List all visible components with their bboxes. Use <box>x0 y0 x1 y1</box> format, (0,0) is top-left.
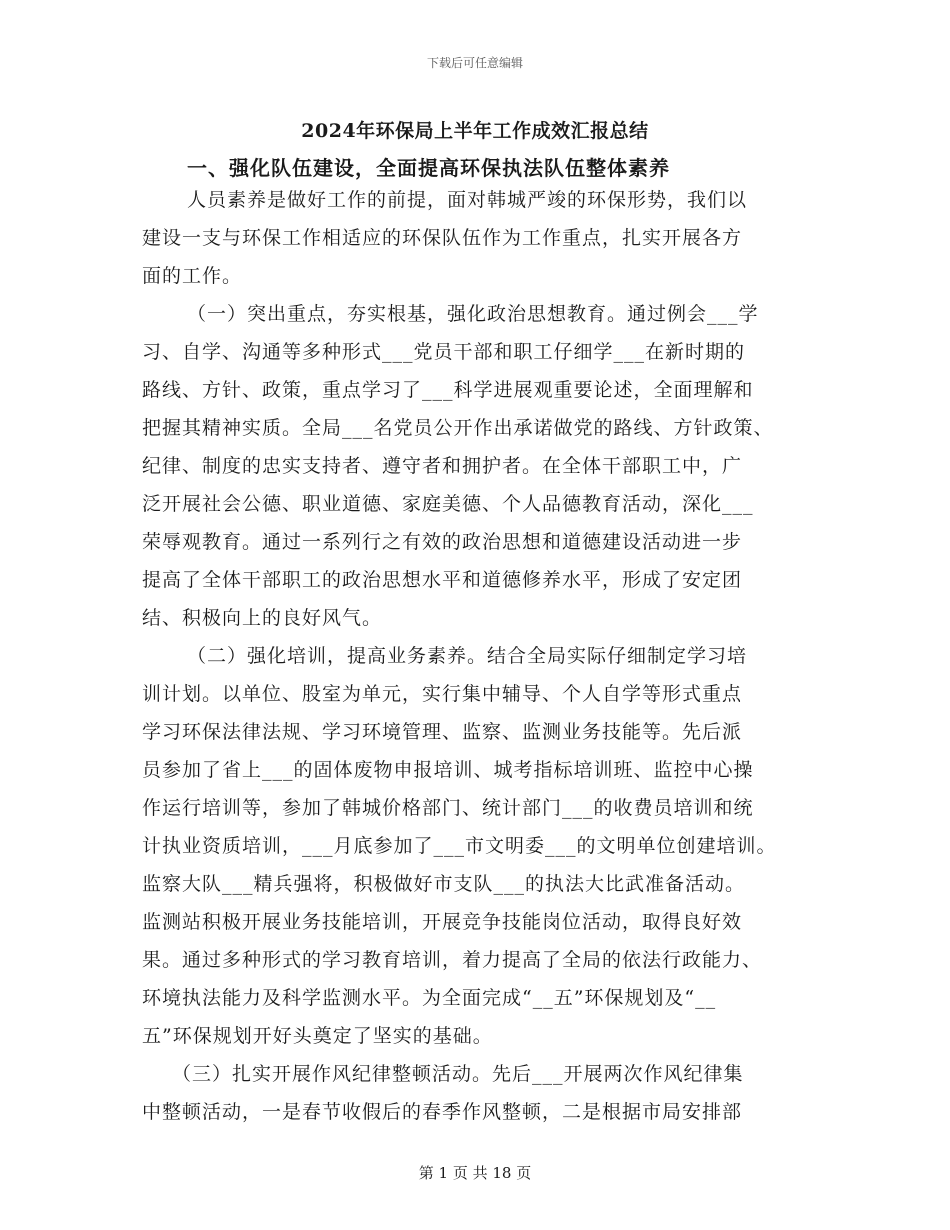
paragraph-line: 员参加了省上___的固体废物申报培训、城考指标培训班、监控中心操 <box>142 759 754 781</box>
paragraph-line: 监察大队___精兵强将，积极做好市支队___的执法大比武准备活动。 <box>142 873 746 895</box>
paragraph-line: （一）突出重点，夯实根基，强化政治思想教育。通过例会___学 <box>187 303 759 325</box>
paragraph-line: 面的工作。 <box>142 265 243 287</box>
paragraph-line: 结、积极向上的良好风气。 <box>142 607 383 629</box>
paragraph-line: 提高了全体干部职工的政治思想水平和道德修养水平，形成了安定团 <box>142 569 743 591</box>
paragraph-line: 习、自学、沟通等多种形式___党员干部和职工仔细学___在新时期的 <box>142 341 746 363</box>
paragraph-line: 学习环保法律法规、学习环境管理、监察、监测业务技能等。先后派 <box>142 721 743 743</box>
paragraph-line: 计执业资质培训，___月底参加了___市文明委___的文明单位创建培训。 <box>142 835 777 857</box>
header-note: 下载后可任意编辑 <box>426 56 523 70</box>
paragraph-line: 荣辱观教育。通过一系列行之有效的政治思想和道德建设活动进一步 <box>142 531 743 553</box>
page-number: 第 1 页 共 18 页 <box>418 1164 532 1182</box>
paragraph-line: 纪律、制度的忠实支持者、遵守者和拥护者。在全体干部职工中，广 <box>142 455 743 477</box>
paragraph-line: 泛开展社会公德、职业道德、家庭美德、个人品德教育活动，深化___ <box>142 493 754 515</box>
paragraph-line: （三）扎实开展作风纪律整顿活动。先后___开展两次作风纪律集 <box>172 1063 744 1085</box>
document-title: 2024年环保局上半年工作成效汇报总结 <box>301 120 649 142</box>
paragraph-line: 训计划。以单位、股室为单元，实行集中辅导、个人自学等形式重点 <box>142 683 743 705</box>
paragraph-line: 五”环保规划开好头奠定了坚实的基础。 <box>142 1025 493 1047</box>
section-heading: 一、强化队伍建设，全面提高环保执法队伍整体素养 <box>187 156 670 180</box>
paragraph-line: 把握其精神实质。全局___名党员公开作出承诺做党的路线、方针政策、 <box>142 417 774 439</box>
paragraph-line: 中整顿活动，一是春节收假后的春季作风整顿，二是根据市局安排部 <box>142 1101 743 1123</box>
paragraph-line: 人员素养是做好工作的前提，面对韩城严竣的环保形势，我们以 <box>187 189 748 211</box>
paragraph-line: （二）强化培训，提高业务素养。结合全局实际仔细制定学习培 <box>187 645 748 667</box>
paragraph-line: 监测站积极开展业务技能培训，开展竞争技能岗位活动，取得良好效 <box>142 911 743 933</box>
paragraph-line: 作运行培训等，参加了韩城价格部门、统计部门___的收费员培训和统 <box>142 797 754 819</box>
paragraph-line: 环境执法能力及科学监测水平。为全面完成“__五”环保规划及“__ <box>142 987 717 1009</box>
paragraph-line: 果。通过多种形式的学习教育培训，着力提高了全局的依法行政能力、 <box>142 949 763 971</box>
paragraph-line: 建设一支与环保工作相适应的环保队伍作为工作重点，扎实开展各方 <box>142 227 743 249</box>
paragraph-line: 路线、方针、政策，重点学习了___科学进展观重要论述，全面理解和 <box>142 379 754 401</box>
